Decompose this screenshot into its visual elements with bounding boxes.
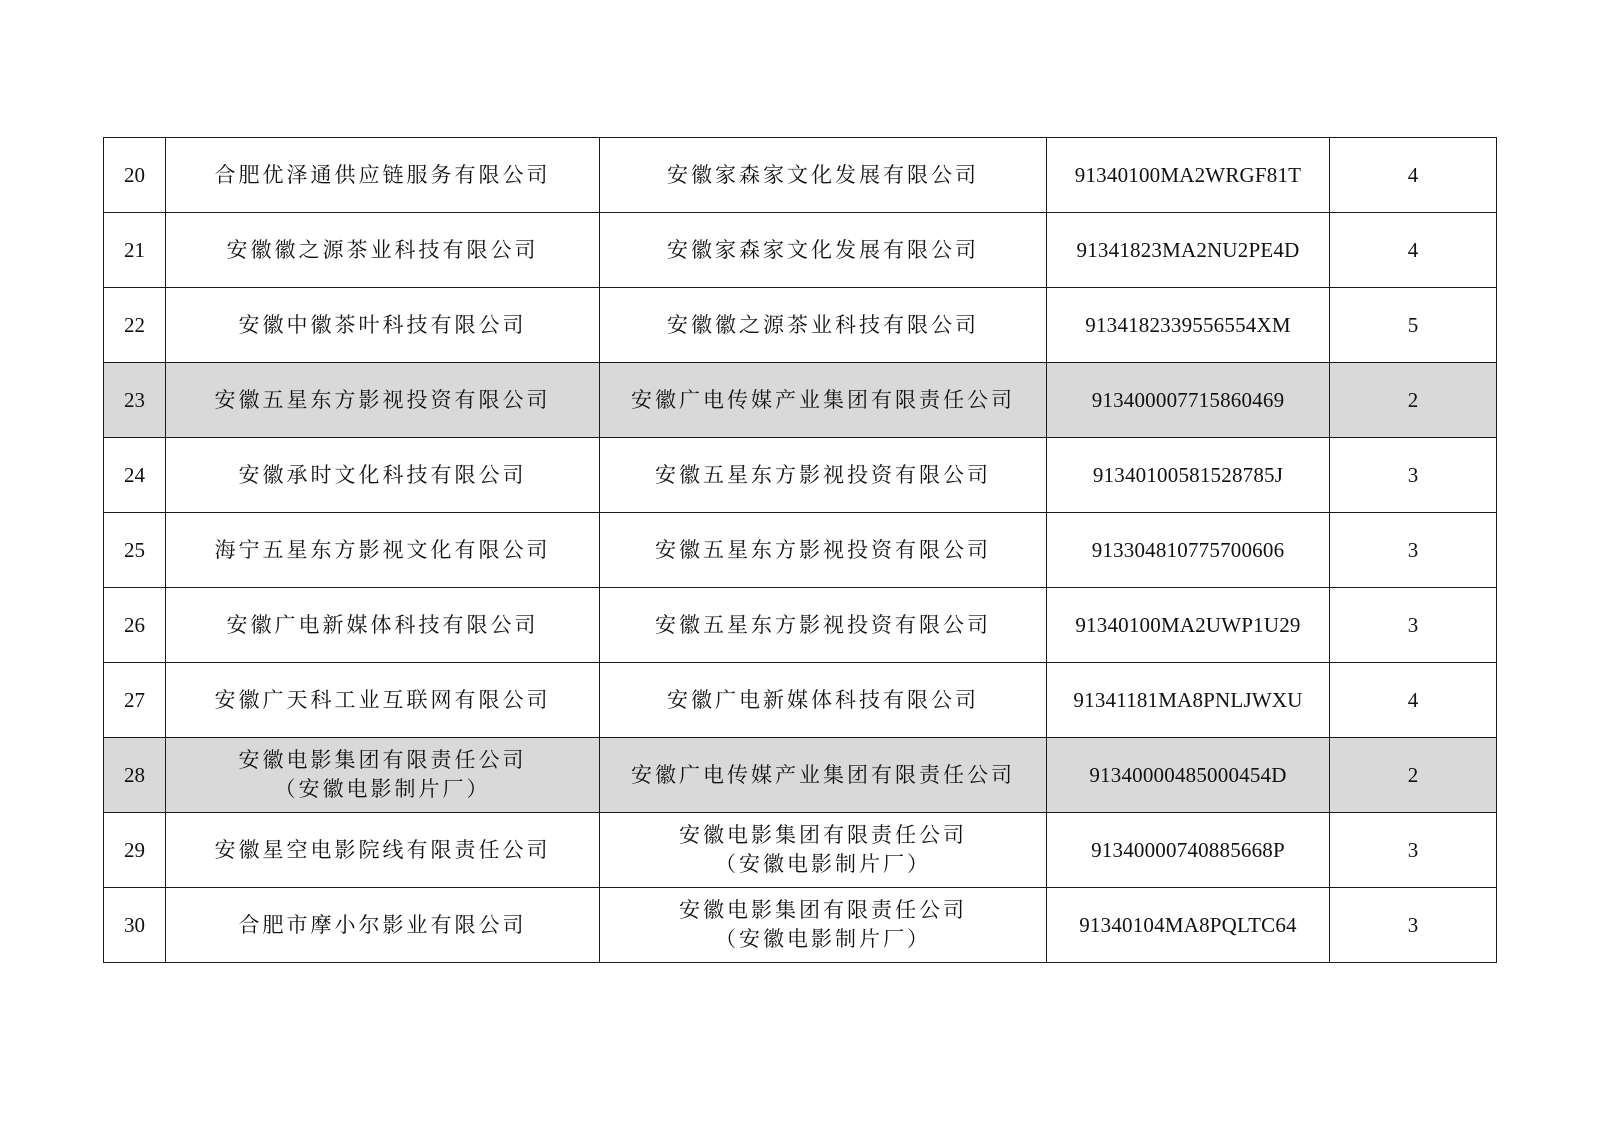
credit-code-cell: 913400007715860469	[1047, 363, 1330, 438]
company-name-cell	[166, 738, 600, 813]
parent-company-cell	[600, 588, 1047, 663]
company-name-cell	[166, 438, 600, 513]
company-name-cell-line: 安徽五星东方影视投资有限公司	[214, 387, 551, 412]
level-cell: 5	[1330, 288, 1497, 363]
company-name-cell	[166, 213, 600, 288]
row-number-cell: 26	[104, 588, 166, 663]
row-number-cell: 27	[104, 663, 166, 738]
row-number-cell: 24	[104, 438, 166, 513]
parent-company-cell	[600, 813, 1047, 888]
parent-company-cell	[600, 888, 1047, 963]
table-row	[104, 288, 1497, 363]
company-name-cell	[166, 888, 600, 963]
parent-company-cell-line: 安徽家森家文化发展有限公司	[667, 237, 979, 262]
parent-company-cell-line: 安徽徽之源茶业科技有限公司	[667, 312, 979, 337]
table-row	[104, 363, 1497, 438]
table-row	[104, 888, 1497, 963]
credit-code-cell: 91340100MA2UWP1U29	[1047, 588, 1330, 663]
company-name-cell	[166, 663, 600, 738]
parent-company-cell	[600, 738, 1047, 813]
row-number-cell: 21	[104, 213, 166, 288]
row-number-cell: 20	[104, 138, 166, 213]
credit-code-cell: 9134182339556554XM	[1047, 288, 1330, 363]
table-body	[104, 138, 1497, 963]
parent-company-cell-line: 安徽电影集团有限责任公司	[679, 823, 967, 847]
company-name-cell	[166, 813, 600, 888]
company-name-cell-line: 安徽广天科工业互联网有限公司	[214, 687, 551, 712]
company-name-cell	[166, 513, 600, 588]
parent-company-cell	[600, 363, 1047, 438]
credit-code-cell: 91340104MA8PQLTC64	[1047, 888, 1330, 963]
parent-company-cell	[600, 663, 1047, 738]
table-row	[104, 738, 1497, 813]
company-name-cell-line: 安徽广电新媒体科技有限公司	[226, 612, 539, 637]
parent-company-cell-line: 安徽广电新媒体科技有限公司	[667, 687, 979, 712]
parent-company-cell-line: 安徽家森家文化发展有限公司	[667, 162, 979, 187]
row-number-cell: 23	[104, 363, 166, 438]
row-number-cell: 29	[104, 813, 166, 888]
parent-company-cell-line: 安徽广电传媒产业集团有限责任公司	[631, 762, 1015, 787]
level-cell: 2	[1330, 738, 1497, 813]
table-row	[104, 813, 1497, 888]
credit-code-cell: 91340100581528785J	[1047, 438, 1330, 513]
level-cell: 3	[1330, 513, 1497, 588]
table-row	[104, 663, 1497, 738]
company-name-cell-line: 合肥市摩小尔影业有限公司	[238, 912, 527, 937]
parent-company-cell-line: 安徽广电传媒产业集团有限责任公司	[631, 387, 1015, 412]
company-name-cell-line: 安徽承时文化科技有限公司	[238, 462, 527, 487]
level-cell: 4	[1330, 663, 1497, 738]
row-number-cell: 30	[104, 888, 166, 963]
level-cell: 4	[1330, 213, 1497, 288]
level-cell: 3	[1330, 588, 1497, 663]
parent-company-cell	[600, 213, 1047, 288]
level-cell: 3	[1330, 438, 1497, 513]
table-row	[104, 588, 1497, 663]
credit-code-cell: 91340000485000454D	[1047, 738, 1330, 813]
table-row	[104, 438, 1497, 513]
company-name-cell-line: 安徽徽之源茶业科技有限公司	[226, 237, 539, 262]
company-table	[103, 137, 1497, 963]
company-name-cell-line: 安徽星空电影院线有限责任公司	[214, 837, 551, 862]
company-name-cell	[166, 588, 600, 663]
credit-code-cell: 913304810775700606	[1047, 513, 1330, 588]
company-name-cell-line: 安徽中徽茶叶科技有限公司	[238, 312, 527, 337]
table-row	[104, 213, 1497, 288]
parent-company-cell-line: 安徽五星东方影视投资有限公司	[655, 462, 991, 487]
parent-company-cell	[600, 288, 1047, 363]
parent-company-cell	[600, 438, 1047, 513]
company-name-cell-line: 合肥优泽通供应链服务有限公司	[214, 162, 551, 187]
row-number-cell: 25	[104, 513, 166, 588]
company-name-cell-line: 海宁五星东方影视文化有限公司	[214, 537, 551, 562]
company-name-cell	[166, 138, 600, 213]
parent-company-cell-line: （安徽电影制片厂）	[715, 927, 931, 951]
credit-code-cell: 91340000740885668P	[1047, 813, 1330, 888]
row-number-cell: 22	[104, 288, 166, 363]
credit-code-cell: 91341823MA2NU2PE4D	[1047, 213, 1330, 288]
level-cell: 4	[1330, 138, 1497, 213]
parent-company-cell-line: 安徽电影集团有限责任公司	[679, 898, 967, 922]
parent-company-cell	[600, 513, 1047, 588]
company-name-cell	[166, 363, 600, 438]
company-name-cell	[166, 288, 600, 363]
parent-company-cell	[600, 138, 1047, 213]
company-name-cell-line: （安徽电影制片厂）	[274, 777, 491, 801]
row-number-cell: 28	[104, 738, 166, 813]
parent-company-cell-line: 安徽五星东方影视投资有限公司	[655, 537, 991, 562]
table-row	[104, 513, 1497, 588]
company-name-cell-line: 安徽电影集团有限责任公司	[238, 748, 527, 772]
level-cell: 2	[1330, 363, 1497, 438]
parent-company-cell-line: （安徽电影制片厂）	[715, 852, 931, 876]
table-row	[104, 138, 1497, 213]
level-cell: 3	[1330, 813, 1497, 888]
level-cell: 3	[1330, 888, 1497, 963]
credit-code-cell: 91340100MA2WRGF81T	[1047, 138, 1330, 213]
credit-code-cell: 91341181MA8PNLJWXU	[1047, 663, 1330, 738]
parent-company-cell-line: 安徽五星东方影视投资有限公司	[655, 612, 991, 637]
